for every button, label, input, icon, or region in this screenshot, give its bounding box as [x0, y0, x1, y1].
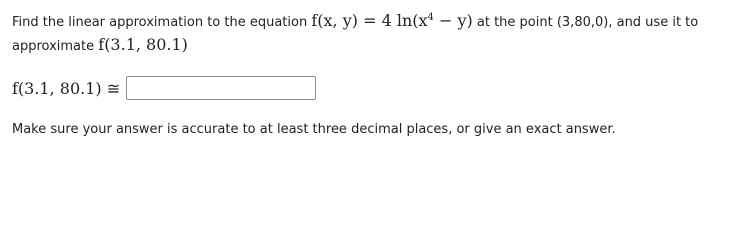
evaluation-point: f(3.1, 80.1) [98, 35, 188, 54]
function-expression [311, 11, 472, 30]
question-line2-text: approximate [12, 39, 95, 54]
function-expression-tail: − y) [433, 11, 473, 30]
question-text [12, 10, 722, 58]
question-middle: at the point (3,80,0), and use it to [476, 15, 699, 30]
answer-input[interactable] [126, 76, 316, 100]
answer-row [12, 74, 316, 102]
answer-label: f(3.1, 80.1) ≅ [12, 78, 121, 98]
question-prefix: Find the linear approximation to the equation [12, 15, 308, 30]
accuracy-note: Make sure your answer is accurate to at least three decimal places, or give an exact answer. [12, 122, 616, 137]
function-exponent: 4 [427, 12, 434, 23]
function-expression-main: f(x, y) = 4 ln(x [311, 11, 428, 30]
